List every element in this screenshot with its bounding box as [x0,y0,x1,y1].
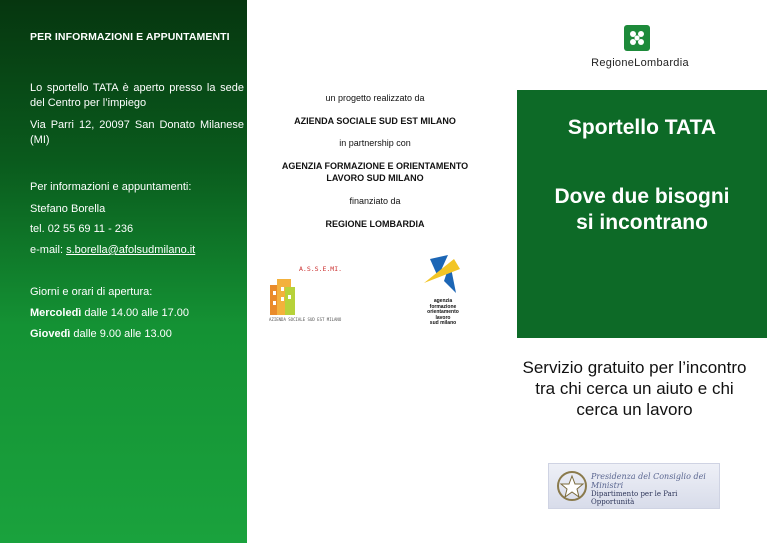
regione-lombardia-logo [580,25,700,75]
email-line [30,243,244,258]
day2-name: Giovedì [30,328,71,340]
subtitle [517,184,767,236]
email-prefix: e-mail: [30,244,67,256]
assemi-logo-subtitle: AZIENDA SOCIALE SUD EST MILANO [269,317,342,322]
info-heading: PER INFORMAZIONI E APPUNTAMENTI [30,31,230,43]
afol-logo [404,253,482,333]
assemi-logo-title: A.S.S.E.MI. [299,265,343,273]
lombardia-rose-icon [624,25,650,51]
day1-hours: dalle 14.00 alle 17.00 [81,307,190,319]
day1-name: Mercoledì [30,307,82,319]
contact-name: Stefano Borella [30,203,106,215]
title-box [517,90,767,338]
day2-hours: dalle 9.00 alle 13.00 [70,328,172,340]
email-link[interactable]: s.borella@afolsudmilano.it [66,244,196,256]
phone-text: tel. 02 55 69 11 - 236 [30,223,134,235]
contact-label: Per informazioni e appuntamenti: [30,181,192,193]
presidenza-title: Presidenza del Consiglio dei Ministri [591,472,706,490]
org2-name-line2: LAVORO SUD MILANO [326,173,424,183]
address-text: Via Parri 12, 20097 San Donato Milanese (MI) [30,119,244,146]
main-title: Sportello TATA [567,116,717,139]
afol-text-line: lavoro [435,314,451,321]
presidenza-dept: Dipartimento per le Pari Opportunità [591,490,678,506]
partnership-text: in partnership con [339,138,411,148]
hours-day2 [30,327,244,342]
assemi-logo [267,265,345,327]
org2-name-line1: AGENZIA FORMAZIONE E ORIENTAMENTO [281,161,469,171]
service-description: Servizio gratuito per l’incontro tra chi cerca un aiuto e chi cerca un lavoro [522,358,747,419]
project-intro: un progetto realizzato da [325,93,425,103]
financed-text: finanziato da [349,196,401,206]
intro-text: Lo sportello TATA è aperto presso la sede del Centro per l’impiego [30,82,244,109]
afol-text-line: formazione [429,303,457,310]
info-panel [0,0,247,543]
org1-name: AZIENDA SOCIALE SUD EST MILANO [294,116,456,126]
republic-emblem-icon [555,468,589,504]
presidenza-logo [548,463,720,509]
subtitle-line2: si incontrano [576,211,708,234]
hours-day1 [30,306,244,321]
afol-text-line: orientamento [427,309,459,315]
afol-text-line: sud milano [429,320,457,326]
afol-logo-text [404,299,482,327]
afol-text-line: agenzia [433,298,453,304]
org3-name: REGIONE LOMBARDIA [325,219,425,229]
hours-label: Giorni e orari di apertura: [30,286,153,298]
region-name: RegioneLombardia [591,57,689,69]
subtitle-line1: Dove due bisogni [554,185,730,208]
